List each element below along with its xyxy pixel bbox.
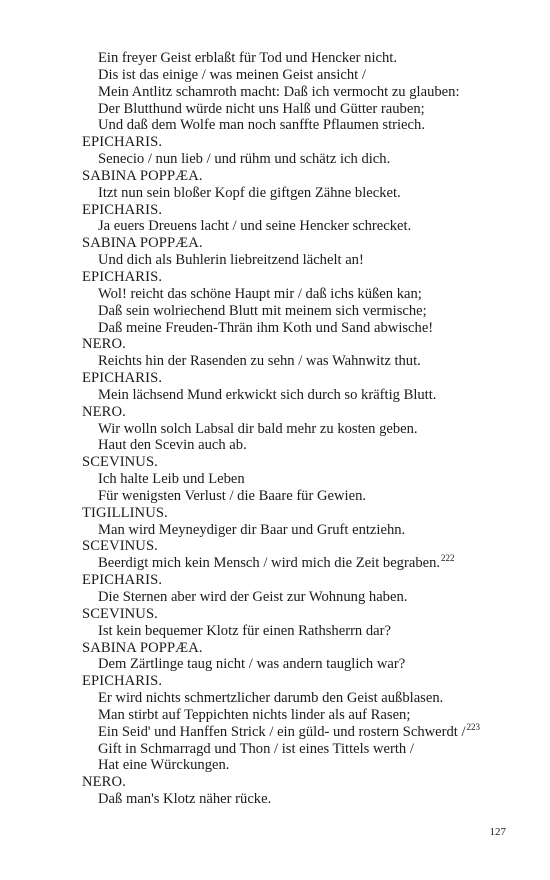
verse-line bbox=[82, 252, 522, 269]
speaker-name bbox=[82, 572, 522, 589]
drama-text bbox=[82, 50, 522, 808]
verse-line bbox=[82, 151, 522, 168]
verse-line bbox=[82, 387, 522, 404]
speaker-name bbox=[82, 134, 522, 151]
verse-text: Ein Seid' und Hanffen Strick / ein güld- und rostern Schwerdt / bbox=[98, 723, 466, 740]
verse-text: Ich halte Leib und Leben bbox=[98, 471, 245, 488]
speaker-label: EPICHARIS. bbox=[82, 134, 163, 151]
verse-line bbox=[82, 117, 522, 134]
verse-line bbox=[82, 589, 522, 606]
speaker-name bbox=[82, 606, 522, 623]
speaker-label: EPICHARIS. bbox=[82, 370, 163, 387]
speaker-name bbox=[82, 673, 522, 690]
speaker-label: SABINA POPPÆA. bbox=[82, 167, 203, 184]
speaker-name bbox=[82, 774, 522, 791]
speaker-label: NERO. bbox=[82, 336, 126, 353]
verse-line bbox=[82, 690, 522, 707]
speaker-name bbox=[82, 336, 522, 353]
verse-line bbox=[82, 707, 522, 724]
speaker-label: SABINA POPPÆA. bbox=[82, 639, 203, 656]
verse-text: Ist kein bequemer Klotz für einen Rathsherrn dar? bbox=[98, 622, 391, 639]
speaker-name bbox=[82, 235, 522, 252]
verse-line bbox=[82, 67, 522, 84]
footnote-marker[interactable]: 223 bbox=[466, 721, 481, 732]
speaker-label: SCEVINUS. bbox=[82, 538, 158, 555]
verse-text: Daß man's Klotz näher rücke. bbox=[98, 791, 272, 808]
verse-line bbox=[82, 656, 522, 673]
verse-text: Ja euers Dreuens lacht / und seine Hencker schrecket. bbox=[98, 218, 412, 235]
verse-line bbox=[82, 303, 522, 320]
verse-line bbox=[82, 286, 522, 303]
verse-text: Wol! reicht das schöne Haupt mir / daß ichs küßen kan; bbox=[98, 285, 422, 302]
verse-text: Daß meine Freuden-Thrän ihm Koth und Sand abwische! bbox=[98, 319, 434, 336]
verse-text: Mein Antlitz schamroth macht: Daß ich vermocht zu glauben: bbox=[98, 83, 460, 100]
verse-line bbox=[82, 721, 522, 741]
speaker-label: NERO. bbox=[82, 403, 126, 420]
verse-text: Die Sternen aber wird der Geist zur Wohnung haben. bbox=[98, 589, 408, 605]
speaker-label: SCEVINUS. bbox=[82, 454, 158, 471]
verse-line bbox=[82, 320, 522, 337]
verse-text: Ein freyer Geist erblaßt für Tod und Hencker nicht. bbox=[98, 50, 397, 66]
footnote-marker[interactable]: 222 bbox=[441, 553, 455, 564]
verse-text: Itzt nun sein bloßer Kopf die giftgen Zähne blecket. bbox=[98, 184, 401, 201]
verse-line bbox=[82, 741, 522, 758]
verse-text: Dis ist das einige / was meinen Geist ansicht / bbox=[98, 66, 366, 83]
speaker-name bbox=[82, 269, 522, 286]
verse-text: Der Blutthund würde nicht uns Halß und Gütter rauben; bbox=[98, 100, 425, 117]
speaker-label: SCEVINUS. bbox=[82, 605, 158, 622]
verse-text: Beerdigt mich kein Mensch / wird mich die Zeit begraben. bbox=[98, 555, 441, 572]
speaker-label: TIGILLINUS. bbox=[82, 504, 168, 521]
speaker-name bbox=[82, 640, 522, 657]
verse-line bbox=[82, 421, 522, 438]
speaker-label: NERO. bbox=[82, 774, 126, 791]
verse-text: Reichts hin der Rasenden zu sehn / was Wahnwitz thut. bbox=[98, 353, 421, 370]
speaker-name bbox=[82, 538, 522, 555]
verse-line bbox=[82, 84, 522, 101]
verse-line bbox=[82, 757, 522, 774]
verse-line bbox=[82, 555, 522, 572]
speaker-label: EPICHARIS. bbox=[82, 572, 163, 589]
verse-text: Mein lächsend Mund erkwickt sich durch so kräftig Blutt. bbox=[98, 386, 437, 403]
verse-text: Und daß dem Wolfe man noch sanffte Pflaumen striech. bbox=[98, 117, 425, 134]
verse-line bbox=[82, 185, 522, 202]
verse-line bbox=[82, 101, 522, 118]
verse-line bbox=[82, 353, 522, 370]
speaker-name bbox=[82, 370, 522, 387]
verse-line bbox=[82, 471, 522, 488]
verse-text: Gift in Schmarragd und Thon / ist eines Tittels werth / bbox=[98, 740, 414, 757]
speaker-label: EPICHARIS. bbox=[82, 673, 163, 690]
verse-text: Und dich als Buhlerin liebreitzend lächelt an! bbox=[98, 252, 364, 269]
speaker-label: SABINA POPPÆA. bbox=[82, 235, 203, 252]
verse-line bbox=[82, 488, 522, 505]
verse-line bbox=[82, 791, 522, 808]
verse-text: Man stirbt auf Teppichten nichts linder als auf Rasen; bbox=[98, 706, 411, 723]
verse-line bbox=[82, 522, 522, 539]
speaker-name bbox=[82, 454, 522, 471]
verse-line bbox=[82, 218, 522, 235]
page-number: 127 bbox=[489, 826, 506, 838]
speaker-name bbox=[82, 404, 522, 421]
verse-line bbox=[82, 623, 522, 640]
verse-line bbox=[82, 437, 522, 454]
verse-text: Für wenigsten Verlust / die Baare für Gewien. bbox=[98, 487, 367, 504]
speaker-name bbox=[82, 168, 522, 185]
verse-text: Wir wolln solch Labsal dir bald mehr zu kosten geben. bbox=[98, 420, 418, 437]
speaker-name bbox=[82, 505, 522, 522]
verse-text: Hat eine Würckungen. bbox=[98, 757, 230, 774]
verse-text: Senecio / nun lieb / und rühm und schätz ich dich. bbox=[98, 151, 391, 168]
verse-text: Dem Zärtlinge taug nicht / was andern tauglich war? bbox=[98, 656, 406, 673]
verse-line bbox=[82, 50, 522, 67]
verse-text: Er wird nichts schmertzlicher darumb den Geist außblasen. bbox=[98, 690, 444, 707]
speaker-label: EPICHARIS. bbox=[82, 201, 163, 218]
verse-text: Haut den Scevin auch ab. bbox=[98, 437, 247, 454]
verse-text: Man wird Meyneydiger dir Baar und Gruft entziehn. bbox=[98, 521, 406, 538]
verse-text: Daß sein wolriechend Blutt mit meinem sich vermische; bbox=[98, 302, 427, 319]
speaker-name bbox=[82, 202, 522, 219]
speaker-label: EPICHARIS. bbox=[82, 268, 163, 285]
